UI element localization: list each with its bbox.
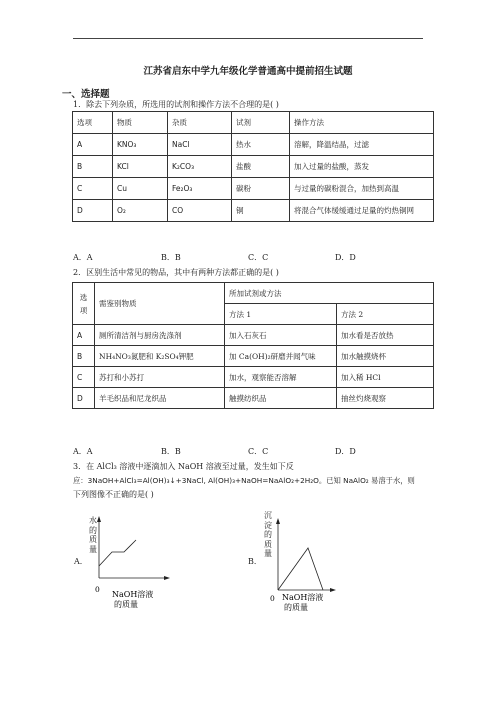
table-cell: A [73, 134, 113, 156]
graph-a [86, 512, 176, 612]
table-cell: A [73, 325, 95, 346]
table-cell: 加水，观察能否溶解 [225, 367, 337, 388]
table-row [73, 178, 434, 200]
option-d[interactable]: D．D [335, 447, 356, 456]
x-axis-label-line-2: 的质量 [284, 603, 308, 612]
table-cell: NH₄NO₃氮肥和 K₂SO₄钾肥 [95, 346, 225, 367]
table-header-cell: 方法 2 [337, 304, 434, 325]
table-row [73, 388, 434, 409]
table-row [73, 200, 434, 222]
table-header-cell: 物质 [113, 112, 168, 134]
table-row [73, 156, 434, 178]
graph-a-y-axis-label: 水的质量 [89, 516, 97, 554]
option-b[interactable]: B．B [161, 447, 181, 456]
table-header-cell: 选项 [73, 283, 95, 325]
question-3-line-1: 3．在 AlCl₃ 溶液中逐滴加入 NaOH 溶液至过量，发生如下反 [73, 462, 294, 471]
table-cell: 铜 [232, 200, 290, 222]
table-cell: B [73, 156, 113, 178]
table-cell: 加水看是否放热 [337, 325, 434, 346]
graph-b-y-axis-label: 沉淀的质量 [264, 511, 272, 558]
table-header-row [73, 283, 434, 304]
table-cell: 热水 [232, 134, 290, 156]
table-header-cell: 试剂 [232, 112, 290, 134]
table-header-row [73, 112, 434, 134]
table-cell: 盐酸 [232, 156, 290, 178]
x-axis-arrow-icon [164, 576, 170, 580]
graph-a-label[interactable]: A． [74, 557, 88, 566]
table-row [73, 325, 434, 346]
option-c[interactable]: C．C [248, 253, 269, 262]
x-axis-arrow-icon [330, 588, 336, 592]
question-2-table [72, 282, 434, 409]
table-cell: 碳粉 [232, 178, 290, 200]
graph-b-label[interactable]: B． [248, 557, 262, 566]
table-cell: K₂CO₃ [168, 156, 232, 178]
table-cell: 加 Ca(OH)₂研磨并闻气味 [225, 346, 337, 367]
option-c[interactable]: C．C [248, 447, 269, 456]
table-cell: D [73, 200, 113, 222]
table-cell: 加入过量的盐酸，蒸发 [290, 156, 434, 178]
section-heading: 一、选择题 [62, 89, 110, 100]
table-cell: 加入石灰石 [225, 325, 337, 346]
x-axis-label-line-1: NaOH溶液 [282, 593, 324, 602]
x-axis-label-line-2: 的质量 [114, 600, 138, 609]
question-1-table [72, 111, 434, 222]
option-d[interactable]: D．D [335, 253, 356, 262]
option-a[interactable]: A．A [73, 447, 93, 456]
question-1-text: 1．除去下列杂质，所选用的试剂和操作方法不合理的是( ) [73, 100, 279, 109]
water-mass-curve [99, 540, 136, 566]
table-cell: NaCl [168, 134, 232, 156]
table-cell: 抽丝灼烧观察 [337, 388, 434, 409]
table-row [73, 367, 434, 388]
table-cell: 溶解，降温结晶，过滤 [290, 134, 434, 156]
y-axis-arrow-icon [276, 518, 280, 524]
question-3-line-2: 应：3NaOH+AlCl₃=Al(OH)₃↓+3NaCl, Al(OH)₃+NaOH=NaAlO₂+2H₂O。已知 NaAlO₂ 易溶于水，则 [73, 476, 415, 485]
table-cell: CO [168, 200, 232, 222]
x-axis-label-line-1: NaOH溶液 [112, 590, 154, 599]
table-header-cell: 杂质 [168, 112, 232, 134]
table-cell: 与过量的碳粉混合，加热到高温 [290, 178, 434, 200]
table-cell: 将混合气体缓缓通过足量的灼热铜网 [290, 200, 434, 222]
table-cell: D [73, 388, 95, 409]
table-cell: KNO₃ [113, 134, 168, 156]
table-header-cell: 操作方法 [290, 112, 434, 134]
origin-label: 0 [270, 594, 275, 603]
table-header-cell: 方法 1 [225, 304, 337, 325]
precipitate-mass-curve [278, 548, 323, 590]
table-cell: 厕所清洁剂与厨房洗涤剂 [95, 325, 225, 346]
origin-label: 0 [95, 585, 100, 594]
table-cell: 加水触摸烧杯 [337, 346, 434, 367]
table-cell: Cu [113, 178, 168, 200]
table-cell: 苏打和小苏打 [95, 367, 225, 388]
table-cell: 触摸纺织品 [225, 388, 337, 409]
table-row [73, 346, 434, 367]
page-title: 江苏省启东中学九年级化学普通高中提前招生试题 [143, 66, 353, 77]
table-cell: Fe₂O₃ [168, 178, 232, 200]
question-3-line-3: 下列图像不正确的是( ) [73, 490, 154, 499]
table-cell: KCl [113, 156, 168, 178]
table-cell: 加入稀 HCl [337, 367, 434, 388]
option-a[interactable]: A．A [73, 253, 93, 262]
table-cell: 羊毛织品和尼龙织品 [95, 388, 225, 409]
header-rule [73, 38, 423, 39]
table-cell: O₂ [113, 200, 168, 222]
table-header-cell: 选项 [73, 112, 113, 134]
table-cell: C [73, 367, 95, 388]
table-cell: B [73, 346, 95, 367]
option-b[interactable]: B．B [161, 253, 181, 262]
table-cell: C [73, 178, 113, 200]
table-header-cell: 所加试剂或方法 [225, 283, 434, 304]
table-row [73, 134, 434, 156]
table-header-cell: 需鉴别物质 [95, 283, 225, 325]
question-2-text: 2．区别生活中常见的物品，其中有两种方法都正确的是( ) [73, 268, 279, 277]
